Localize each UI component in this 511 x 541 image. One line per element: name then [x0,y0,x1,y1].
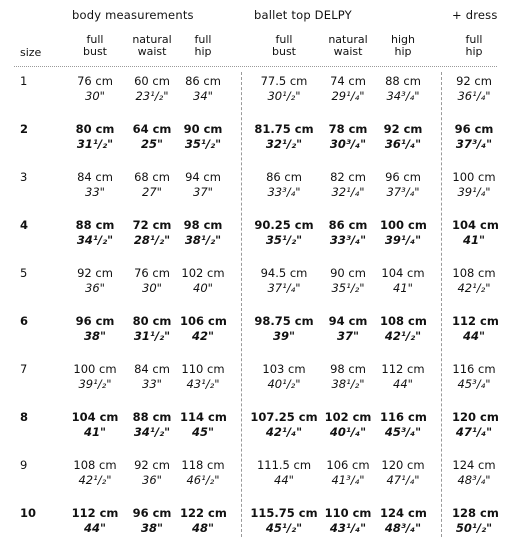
body-full-bust-cell [70,74,120,104]
top-full-bust-cell [248,266,320,296]
inch-value: 38" [84,329,106,343]
inch-value: 39¹/₄" [384,233,422,247]
inch-value: 38" [141,521,163,535]
cm-value: 104 cm [71,410,119,424]
cm-value: 64 cm [132,122,172,136]
inch-value: 34" [193,89,213,103]
top-full-bust-cell [248,362,320,392]
table-row [0,218,511,252]
dress-full-hip-cell [452,122,496,152]
cm-value: 86 cm [328,218,368,232]
size-label: 1 [20,74,28,88]
top-full-bust-cell [248,410,320,440]
cm-value: 128 cm [452,506,499,520]
inch-value: 33³/₄" [329,233,367,247]
cm-value: 90 cm [183,122,223,136]
body-full-hip-cell [180,410,226,440]
body-full-hip-header: full hip [194,33,212,58]
body-full-bust-cell [70,362,120,392]
dress-full-hip-cell [452,362,496,392]
cm-value: 96 cm [132,506,172,520]
inch-value: 30³/₄" [329,137,367,151]
size-label: 3 [20,170,28,184]
inch-value: 40" [193,281,213,295]
cm-value: 82 cm [330,170,366,184]
cm-value: 108 cm [73,458,117,472]
inch-value: 42¹/₄" [265,425,303,439]
cm-value: 84 cm [77,170,113,184]
table-row [0,458,511,492]
body-full-hip-cell [180,458,226,488]
dress-full-hip-cell [452,458,496,488]
cm-value: 88 cm [132,410,172,424]
cm-value: 100 cm [452,170,496,184]
body-full-hip-cell [180,362,226,392]
inch-value: 34³/₄" [386,89,420,103]
size-label: 2 [20,122,29,136]
top-full-bust-cell [248,458,320,488]
cm-value: 80 cm [132,314,172,328]
inch-value: 36" [142,473,162,487]
top-natural-waist-cell [320,218,376,248]
cm-value: 103 cm [262,362,306,376]
size-label: 5 [20,266,28,280]
inch-value: 37³/₄" [386,185,420,199]
inch-value: 42¹/₂" [384,329,422,343]
inch-value: 47¹/₄" [386,473,420,487]
inch-value: 34¹/₂" [133,425,171,439]
body-natural-waist-cell [124,218,180,248]
body-full-bust-cell [70,458,120,488]
cm-value: 94 cm [328,314,368,328]
inch-value: 48" [192,521,214,535]
cm-value: 112 cm [381,362,425,376]
cm-value: 86 cm [266,170,302,184]
inch-value: 48³/₄" [384,521,422,535]
body-natural-waist-cell [124,266,180,296]
inch-value: 37¹/₄" [267,281,301,295]
dress-heading: + dress [452,8,498,22]
size-label: 9 [20,458,28,472]
inch-value: 30" [142,281,162,295]
inch-value: 23¹/₂" [135,89,169,103]
table-row [0,170,511,204]
top-high-hip-cell [380,458,426,488]
inch-value: 33³/₄" [267,185,301,199]
top-full-bust-cell [248,74,320,104]
body-full-bust-cell [70,410,120,440]
inch-value: 41" [463,233,485,247]
cm-value: 104 cm [452,218,499,232]
top-high-hip-cell [380,170,426,200]
cm-value: 106 cm [180,314,227,328]
inch-value: 25" [141,137,163,151]
inch-value: 34¹/₂" [76,233,114,247]
cm-value: 94 cm [185,170,221,184]
cm-value: 106 cm [326,458,370,472]
cm-value: 102 cm [324,410,372,424]
top-natural-waist-cell [320,458,376,488]
cm-value: 120 cm [381,458,425,472]
inch-value: 37" [193,185,213,199]
inch-value: 41" [393,281,413,295]
inch-value: 43¹/₄" [329,521,367,535]
top-natural-waist-cell [320,506,376,536]
top-natural-waist-cell [320,122,376,152]
body-measurements-heading: body measurements [72,8,194,22]
top-full-bust-header: full bust [272,33,296,58]
inch-value: 37³/₄" [455,137,493,151]
size-label: 4 [20,218,29,232]
inch-value: 36¹/₄" [457,89,491,103]
cm-value: 76 cm [134,266,170,280]
inch-value: 32¹/₂" [265,137,303,151]
inch-value: 43¹/₂" [186,377,220,391]
body-full-hip-cell [180,122,226,152]
table-row [0,410,511,444]
cm-value: 120 cm [452,410,499,424]
inch-value: 44" [463,329,485,343]
inch-value: 29¹/₄" [331,89,365,103]
inch-value: 33" [142,377,162,391]
cm-value: 98 cm [183,218,223,232]
cm-value: 110 cm [181,362,225,376]
top-natural-waist-cell [320,314,376,344]
cm-value: 108 cm [452,266,496,280]
cm-value: 86 cm [185,74,221,88]
body-full-bust-cell [70,170,120,200]
body-full-bust-cell [70,314,120,344]
cm-value: 88 cm [75,218,115,232]
cm-value: 92 cm [77,266,113,280]
inch-value: 30" [85,89,105,103]
table-row [0,122,511,156]
inch-value: 28¹/₂" [133,233,171,247]
inch-value: 35¹/₂" [265,233,303,247]
inch-value: 42¹/₂" [457,281,491,295]
top-high-hip-cell [380,266,426,296]
body-natural-waist-cell [124,314,180,344]
cm-value: 124 cm [452,458,496,472]
top-high-hip-cell [380,410,426,440]
inch-value: 45³/₄" [384,425,422,439]
body-full-bust-cell [70,506,120,536]
cm-value: 68 cm [134,170,170,184]
inch-value: 40¹/₂" [267,377,301,391]
size-label: 6 [20,314,29,328]
top-high-hip-cell [380,362,426,392]
body-natural-waist-cell [124,506,180,536]
inch-value: 46¹/₂" [186,473,220,487]
header-divider [14,66,497,67]
top-natural-waist-cell [320,170,376,200]
body-full-hip-cell [180,170,226,200]
top-high-hip-cell [380,122,426,152]
cm-value: 72 cm [132,218,172,232]
inch-value: 27" [142,185,162,199]
inch-value: 44" [274,473,294,487]
inch-value: 31¹/₂" [133,329,171,343]
inch-value: 30¹/₂" [267,89,301,103]
cm-value: 115.75 cm [250,506,318,520]
cm-value: 78 cm [328,122,368,136]
top-full-bust-cell [248,314,320,344]
inch-value: 39¹/₄" [457,185,491,199]
top-natural-waist-cell [320,74,376,104]
size-label: 10 [20,506,37,520]
body-full-bust-header: full bust [83,33,107,58]
inch-value: 44" [393,377,413,391]
cm-value: 96 cm [385,170,421,184]
cm-value: 111.5 cm [256,458,312,472]
inch-value: 45¹/₂" [265,521,303,535]
inch-value: 48³/₄" [457,473,491,487]
cm-value: 110 cm [324,506,372,520]
top-high-hip-cell [380,506,426,536]
inch-value: 41" [84,425,106,439]
dress-full-hip-cell [452,266,496,296]
top-full-bust-cell [248,218,320,248]
size-label: 8 [20,410,29,424]
cm-value: 92 cm [134,458,170,472]
dress-full-hip-cell [452,170,496,200]
ballet-top-heading: ballet top DELPY [254,8,352,22]
cm-value: 90 cm [330,266,366,280]
body-natural-waist-header: natural waist [132,33,172,58]
inch-value: 41³/₄" [331,473,365,487]
table-row [0,362,511,396]
inch-value: 45³/₄" [457,377,491,391]
inch-value: 40¹/₄" [329,425,367,439]
cm-value: 98 cm [330,362,366,376]
cm-value: 90.25 cm [254,218,314,232]
inch-value: 33" [85,185,105,199]
cm-value: 102 cm [181,266,225,280]
top-high-hip-header: high hip [391,33,415,58]
inch-value: 38¹/₂" [184,233,222,247]
cm-value: 92 cm [456,74,492,88]
cm-value: 112 cm [452,314,499,328]
inch-value: 47¹/₄" [455,425,493,439]
cm-value: 112 cm [71,506,119,520]
inch-value: 39" [273,329,295,343]
inch-value: 32¹/₄" [331,185,365,199]
body-natural-waist-cell [124,74,180,104]
table-row [0,506,511,540]
cm-value: 84 cm [134,362,170,376]
size-column-header: size [20,46,42,59]
cm-value: 104 cm [381,266,425,280]
inch-value: 37" [337,329,359,343]
dress-full-hip-header: full hip [465,33,483,58]
top-natural-waist-cell [320,266,376,296]
cm-value: 118 cm [181,458,225,472]
body-natural-waist-cell [124,362,180,392]
table-row [0,266,511,300]
cm-value: 107.25 cm [250,410,318,424]
cm-value: 81.75 cm [254,122,314,136]
body-full-hip-cell [180,314,226,344]
cm-value: 124 cm [380,506,427,520]
inch-value: 35¹/₂" [184,137,222,151]
body-full-hip-cell [180,506,226,536]
cm-value: 108 cm [380,314,427,328]
inch-value: 42" [192,329,214,343]
top-full-bust-cell [248,506,320,536]
cm-value: 96 cm [454,122,494,136]
body-natural-waist-cell [124,458,180,488]
table-row [0,314,511,348]
top-natural-waist-cell [320,362,376,392]
size-label: 7 [20,362,28,376]
cm-value: 76 cm [77,74,113,88]
cm-value: 88 cm [385,74,421,88]
inch-value: 38¹/₂" [331,377,365,391]
dress-full-hip-cell [452,218,499,248]
body-full-hip-cell [180,218,226,248]
top-natural-waist-header: natural waist [328,33,368,58]
body-natural-waist-cell [124,410,180,440]
body-full-bust-cell [70,122,120,152]
cm-value: 77.5 cm [260,74,308,88]
inch-value: 31¹/₂" [76,137,114,151]
dress-full-hip-cell [452,74,496,104]
dress-full-hip-cell [452,410,499,440]
inch-value: 45" [192,425,214,439]
cm-value: 74 cm [330,74,366,88]
cm-value: 94.5 cm [260,266,308,280]
cm-value: 96 cm [75,314,115,328]
inch-value: 50¹/₂" [455,521,493,535]
inch-value: 42¹/₂" [78,473,112,487]
dress-full-hip-cell [452,314,499,344]
cm-value: 92 cm [383,122,423,136]
cm-value: 116 cm [380,410,427,424]
top-high-hip-cell [380,74,426,104]
top-high-hip-cell [380,314,426,344]
top-high-hip-cell [380,218,426,248]
top-full-bust-cell [248,122,320,152]
body-full-bust-cell [70,218,120,248]
top-full-bust-cell [248,170,320,200]
body-full-hip-cell [180,74,226,104]
table-row [0,74,511,108]
body-full-hip-cell [180,266,226,296]
cm-value: 122 cm [180,506,227,520]
cm-value: 100 cm [380,218,427,232]
cm-value: 80 cm [75,122,115,136]
cm-value: 98.75 cm [254,314,314,328]
inch-value: 36" [85,281,105,295]
cm-value: 114 cm [180,410,227,424]
inch-value: 44" [84,521,106,535]
dress-full-hip-cell [452,506,499,536]
body-full-bust-cell [70,266,120,296]
cm-value: 100 cm [73,362,117,376]
inch-value: 36¹/₄" [384,137,422,151]
inch-value: 39¹/₂" [78,377,112,391]
inch-value: 35¹/₂" [331,281,365,295]
top-natural-waist-cell [320,410,376,440]
cm-value: 60 cm [134,74,170,88]
body-natural-waist-cell [124,122,180,152]
body-natural-waist-cell [124,170,180,200]
cm-value: 116 cm [452,362,496,376]
